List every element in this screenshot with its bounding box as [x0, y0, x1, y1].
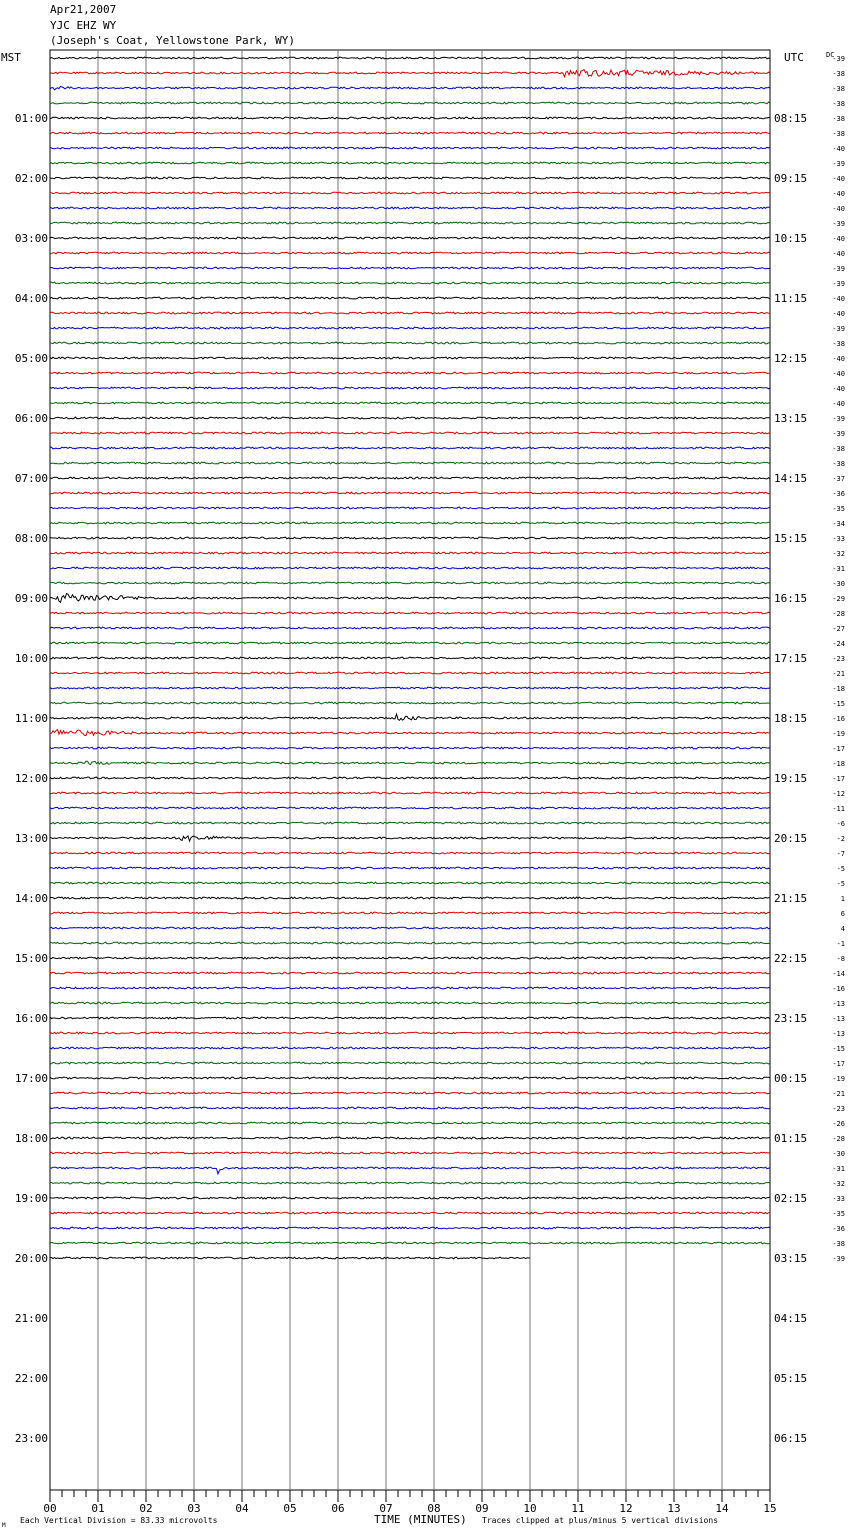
plot-frame — [50, 50, 770, 1490]
left-hour-label: 14:00 — [14, 892, 48, 905]
trace-line — [50, 836, 770, 841]
dc-offset-label: -39 — [832, 160, 845, 168]
dc-offset-label: -38 — [832, 340, 845, 348]
trace-line — [50, 1092, 770, 1094]
trace-line — [50, 1107, 770, 1109]
trace-group — [50, 57, 770, 1259]
left-hour-label: 12:00 — [14, 772, 48, 785]
trace-line — [50, 387, 770, 389]
right-hour-label: 12:15 — [774, 352, 808, 365]
trace-line — [50, 942, 770, 944]
dc-offset-label: -7 — [836, 850, 845, 858]
dc-offset-label: -39 — [832, 265, 845, 273]
trace-line — [50, 747, 770, 749]
trace-line — [50, 207, 770, 209]
trace-line — [50, 1062, 770, 1064]
trace-line — [50, 417, 770, 419]
scale-note: Each Vertical Division = 83.33 microvolts — [20, 1516, 218, 1525]
trace-line — [50, 477, 770, 479]
dc-offset-label: -40 — [832, 175, 845, 183]
dc-offset-label: -32 — [832, 1180, 845, 1188]
right-hour-label: 06:15 — [774, 1432, 808, 1445]
trace-line — [50, 132, 770, 134]
trace-line — [50, 492, 770, 494]
trace-line — [50, 372, 770, 374]
dc-offset-label: -24 — [832, 640, 845, 648]
x-tick-label: 03 — [187, 1502, 201, 1515]
trace-line — [50, 102, 770, 104]
left-hour-label: 03:00 — [14, 232, 48, 245]
dc-offset-label: -18 — [832, 685, 845, 693]
x-tick-label: 02 — [139, 1502, 153, 1515]
dc-offset-label: -40 — [832, 190, 845, 198]
x-tick-label: 05 — [283, 1502, 297, 1515]
x-tick-label: 09 — [475, 1502, 489, 1515]
trace-line — [50, 252, 770, 254]
left-hour-label: 21:00 — [14, 1312, 48, 1325]
dc-offset-label: -38 — [832, 445, 845, 453]
left-hour-label: 06:00 — [14, 412, 48, 425]
trace-line — [50, 882, 770, 884]
trace-line — [50, 1242, 770, 1244]
trace-line — [50, 987, 770, 989]
dc-offset-label: -19 — [832, 730, 845, 738]
trace-line — [50, 822, 770, 824]
right-hour-label: 16:15 — [774, 592, 808, 605]
trace-line — [50, 507, 770, 509]
trace-line — [50, 612, 770, 614]
trace-line — [50, 1077, 770, 1079]
x-tick-label: 08 — [427, 1502, 441, 1515]
trace-line — [50, 1002, 770, 1004]
left-hour-label: 01:00 — [14, 112, 48, 125]
trace-line — [50, 267, 770, 269]
dc-offset-label: -37 — [832, 475, 845, 483]
x-tick-label: 13 — [667, 1502, 681, 1515]
dc-offset-label: -17 — [832, 745, 845, 753]
dc-offset-label: -38 — [832, 115, 845, 123]
trace-line — [50, 1137, 770, 1139]
trace-line — [50, 714, 770, 720]
right-hour-label: 05:15 — [774, 1372, 808, 1385]
trace-line — [50, 1122, 770, 1124]
right-hour-label: 11:15 — [774, 292, 808, 305]
trace-line — [50, 792, 770, 794]
trace-line — [50, 57, 770, 59]
left-hour-label: 02:00 — [14, 172, 48, 185]
right-hour-label: 01:15 — [774, 1132, 808, 1145]
trace-line — [50, 462, 770, 464]
trace-line — [50, 297, 770, 299]
x-tick-label: 12 — [619, 1502, 633, 1515]
dc-offset-label: -29 — [832, 595, 845, 603]
trace-line — [50, 642, 770, 644]
left-timezone-label: MST — [1, 51, 21, 64]
left-hour-label: 20:00 — [14, 1252, 48, 1265]
dc-offset-label: -17 — [832, 775, 845, 783]
trace-line — [50, 432, 770, 434]
trace-line — [50, 147, 770, 149]
dc-offset-label: -5 — [836, 880, 845, 888]
dc-offset-label: -35 — [832, 1210, 845, 1218]
left-hour-label: 15:00 — [14, 952, 48, 965]
date-label: Apr21,2007 — [50, 3, 117, 16]
dc-offset-label: -21 — [832, 1090, 845, 1098]
dc-offset-label: -39 — [832, 1255, 845, 1263]
dc-offset-label: -39 — [832, 280, 845, 288]
dc-offset-label: -31 — [832, 1165, 845, 1173]
dc-offset-label: -38 — [832, 100, 845, 108]
left-hour-label: 23:00 — [14, 1432, 48, 1445]
dc-offset-label: 4 — [840, 925, 845, 933]
dc-offset-label: -18 — [832, 760, 845, 768]
dc-offset-label: -39 — [832, 430, 845, 438]
dc-offset-label: -13 — [832, 1030, 845, 1038]
trace-line — [50, 1182, 770, 1184]
trace-line — [50, 1032, 770, 1034]
trace-line — [50, 70, 770, 77]
x-tick-label: 06 — [331, 1502, 345, 1515]
right-hour-label: 21:15 — [774, 892, 808, 905]
dc-offset-label: -15 — [832, 700, 845, 708]
trace-line — [50, 192, 770, 194]
trace-line — [50, 912, 770, 914]
trace-line — [50, 594, 770, 603]
trace-line — [50, 761, 770, 765]
dc-offset-label: -12 — [832, 790, 845, 798]
dc-offset-label: -15 — [832, 1045, 845, 1053]
dc-offset-label: -39 — [832, 55, 845, 63]
dc-offset-label: -33 — [832, 1195, 845, 1203]
trace-line — [50, 657, 770, 659]
dc-offset-label: -30 — [832, 1150, 845, 1158]
trace-line — [50, 312, 770, 314]
dc-offset-label: -5 — [836, 865, 845, 873]
right-hour-label: 22:15 — [774, 952, 808, 965]
dc-offset-label: -26 — [832, 1120, 845, 1128]
dc-offset-label: -17 — [832, 1060, 845, 1068]
dc-offset-label: -40 — [832, 235, 845, 243]
dc-offset-label: -40 — [832, 400, 845, 408]
trace-line — [50, 342, 770, 344]
trace-line — [50, 957, 770, 959]
dc-offset-label: -30 — [832, 580, 845, 588]
dc-offset-label: -21 — [832, 670, 845, 678]
dc-offset-label: -31 — [832, 565, 845, 573]
dc-offset-label: -38 — [832, 1240, 845, 1248]
trace-line — [50, 282, 770, 284]
right-hour-label: 03:15 — [774, 1252, 808, 1265]
trace-line — [50, 897, 770, 899]
dc-offset-label: -28 — [832, 610, 845, 618]
left-hour-label: 18:00 — [14, 1132, 48, 1145]
left-hour-label: 09:00 — [14, 592, 48, 605]
trace-line — [50, 357, 770, 359]
trace-line — [50, 972, 770, 974]
dc-offset-label: -39 — [832, 325, 845, 333]
trace-line — [50, 852, 770, 854]
x-axis-label: TIME (MINUTES) — [374, 1513, 467, 1526]
trace-line — [50, 162, 770, 164]
right-hour-label: 18:15 — [774, 712, 808, 725]
dc-offset-label: -13 — [832, 1015, 845, 1023]
x-tick-label: 04 — [235, 1502, 249, 1515]
left-hour-label: 10:00 — [14, 652, 48, 665]
dc-offset-label: -19 — [832, 1075, 845, 1083]
dc-offset-label: -40 — [832, 145, 845, 153]
dc-offset-label: -27 — [832, 625, 845, 633]
dc-offset-label: -39 — [832, 415, 845, 423]
trace-line — [50, 1047, 770, 1049]
trace-line — [50, 327, 770, 329]
dc-offset-label: 1 — [840, 895, 845, 903]
trace-line — [50, 177, 770, 179]
right-hour-label: 08:15 — [774, 112, 808, 125]
dc-offset-label: -16 — [832, 985, 845, 993]
left-hour-label: 19:00 — [14, 1192, 48, 1205]
dc-offset-label: -14 — [832, 970, 845, 978]
dc-offset-label: -40 — [832, 310, 845, 318]
trace-line — [50, 777, 770, 779]
x-tick-label: 14 — [715, 1502, 729, 1515]
trace-line — [50, 687, 770, 689]
left-hour-label: 17:00 — [14, 1072, 48, 1085]
dc-offset-label: -40 — [832, 355, 845, 363]
right-hour-label: 13:15 — [774, 412, 808, 425]
trace-line — [50, 672, 770, 674]
right-hour-label: 14:15 — [774, 472, 808, 485]
dc-offset-label: -28 — [832, 1135, 845, 1143]
x-tick-label: 15 — [763, 1502, 777, 1515]
right-hour-label: 09:15 — [774, 172, 808, 185]
dc-offset-label: -40 — [832, 250, 845, 258]
right-hour-label: 04:15 — [774, 1312, 808, 1325]
trace-line — [50, 1227, 770, 1229]
trace-line — [50, 237, 770, 239]
right-hour-label: 19:15 — [774, 772, 808, 785]
left-hour-label: 22:00 — [14, 1372, 48, 1385]
right-hour-label: 10:15 — [774, 232, 808, 245]
left-hour-label: 05:00 — [14, 352, 48, 365]
right-hour-label: 20:15 — [774, 832, 808, 845]
dc-offset-label: -35 — [832, 505, 845, 513]
dc-offset-label: -33 — [832, 535, 845, 543]
dc-offset-label: -38 — [832, 130, 845, 138]
dc-offset-label: -23 — [832, 655, 845, 663]
dc-offset-label: -36 — [832, 1225, 845, 1233]
trace-line — [50, 867, 770, 869]
left-hour-label: 08:00 — [14, 532, 48, 545]
x-tick-label: 01 — [91, 1502, 105, 1515]
trace-line — [50, 1212, 770, 1214]
trace-line — [50, 927, 770, 929]
trace-line — [50, 730, 770, 736]
dc-offset-label: -40 — [832, 385, 845, 393]
dc-offset-label: -16 — [832, 715, 845, 723]
dc-offset-label: -40 — [832, 205, 845, 213]
dc-offset-label: -38 — [832, 460, 845, 468]
x-tick-label: 00 — [43, 1502, 57, 1515]
dc-offset-label: -32 — [832, 550, 845, 558]
dc-header-label: DC — [826, 51, 835, 59]
x-tick-label: 07 — [379, 1502, 393, 1515]
dc-offset-label: -36 — [832, 490, 845, 498]
trace-line — [50, 807, 770, 809]
right-hour-label: 15:15 — [774, 532, 808, 545]
trace-line — [50, 222, 770, 224]
dc-offset-label: -11 — [832, 805, 845, 813]
trace-line — [50, 537, 770, 539]
x-tick-label: 10 — [523, 1502, 537, 1515]
left-hour-label: 16:00 — [14, 1012, 48, 1025]
dc-offset-label: -39 — [832, 220, 845, 228]
trace-line — [50, 402, 770, 404]
left-hour-label: 11:00 — [14, 712, 48, 725]
dc-offset-label: -23 — [832, 1105, 845, 1113]
trace-line — [50, 86, 770, 89]
right-hour-label: 02:15 — [774, 1192, 808, 1205]
trace-line — [50, 1152, 770, 1154]
left-hour-label: 07:00 — [14, 472, 48, 485]
label-group — [1, 51, 845, 1529]
trace-line — [50, 567, 770, 569]
trace-line — [50, 1197, 770, 1199]
dc-offset-label: -40 — [832, 295, 845, 303]
station-label: YJC EHZ WY — [50, 19, 117, 32]
corner-mark: M — [2, 1522, 6, 1529]
dc-offset-label: 6 — [840, 910, 845, 918]
dc-offset-label: -34 — [832, 520, 845, 528]
trace-line — [50, 522, 770, 524]
right-timezone-label: UTC — [784, 51, 804, 64]
trace-line — [50, 117, 770, 119]
dc-offset-label: -6 — [836, 820, 845, 828]
dc-offset-label: -13 — [832, 1000, 845, 1008]
trace-line — [50, 1167, 770, 1174]
dc-offset-label: -2 — [836, 835, 845, 843]
trace-line — [50, 1017, 770, 1019]
dc-offset-label: -38 — [832, 70, 845, 78]
dc-offset-label: -38 — [832, 85, 845, 93]
trace-line — [50, 627, 770, 629]
left-hour-label: 04:00 — [14, 292, 48, 305]
right-hour-label: 00:15 — [774, 1072, 808, 1085]
trace-line — [50, 702, 770, 704]
dc-offset-label: -40 — [832, 370, 845, 378]
trace-line — [50, 552, 770, 554]
x-tick-label: 11 — [571, 1502, 585, 1515]
dc-offset-label: -8 — [836, 955, 845, 963]
trace-line — [50, 447, 770, 449]
clip-note: Traces clipped at plus/minus 5 vertical divisions — [482, 1516, 719, 1525]
location-label: (Joseph's Coat, Yellowstone Park, WY) — [50, 34, 296, 47]
trace-line — [50, 582, 770, 584]
right-hour-label: 17:15 — [774, 652, 808, 665]
right-hour-label: 23:15 — [774, 1012, 808, 1025]
dc-offset-label: -1 — [836, 940, 845, 948]
left-hour-label: 13:00 — [14, 832, 48, 845]
